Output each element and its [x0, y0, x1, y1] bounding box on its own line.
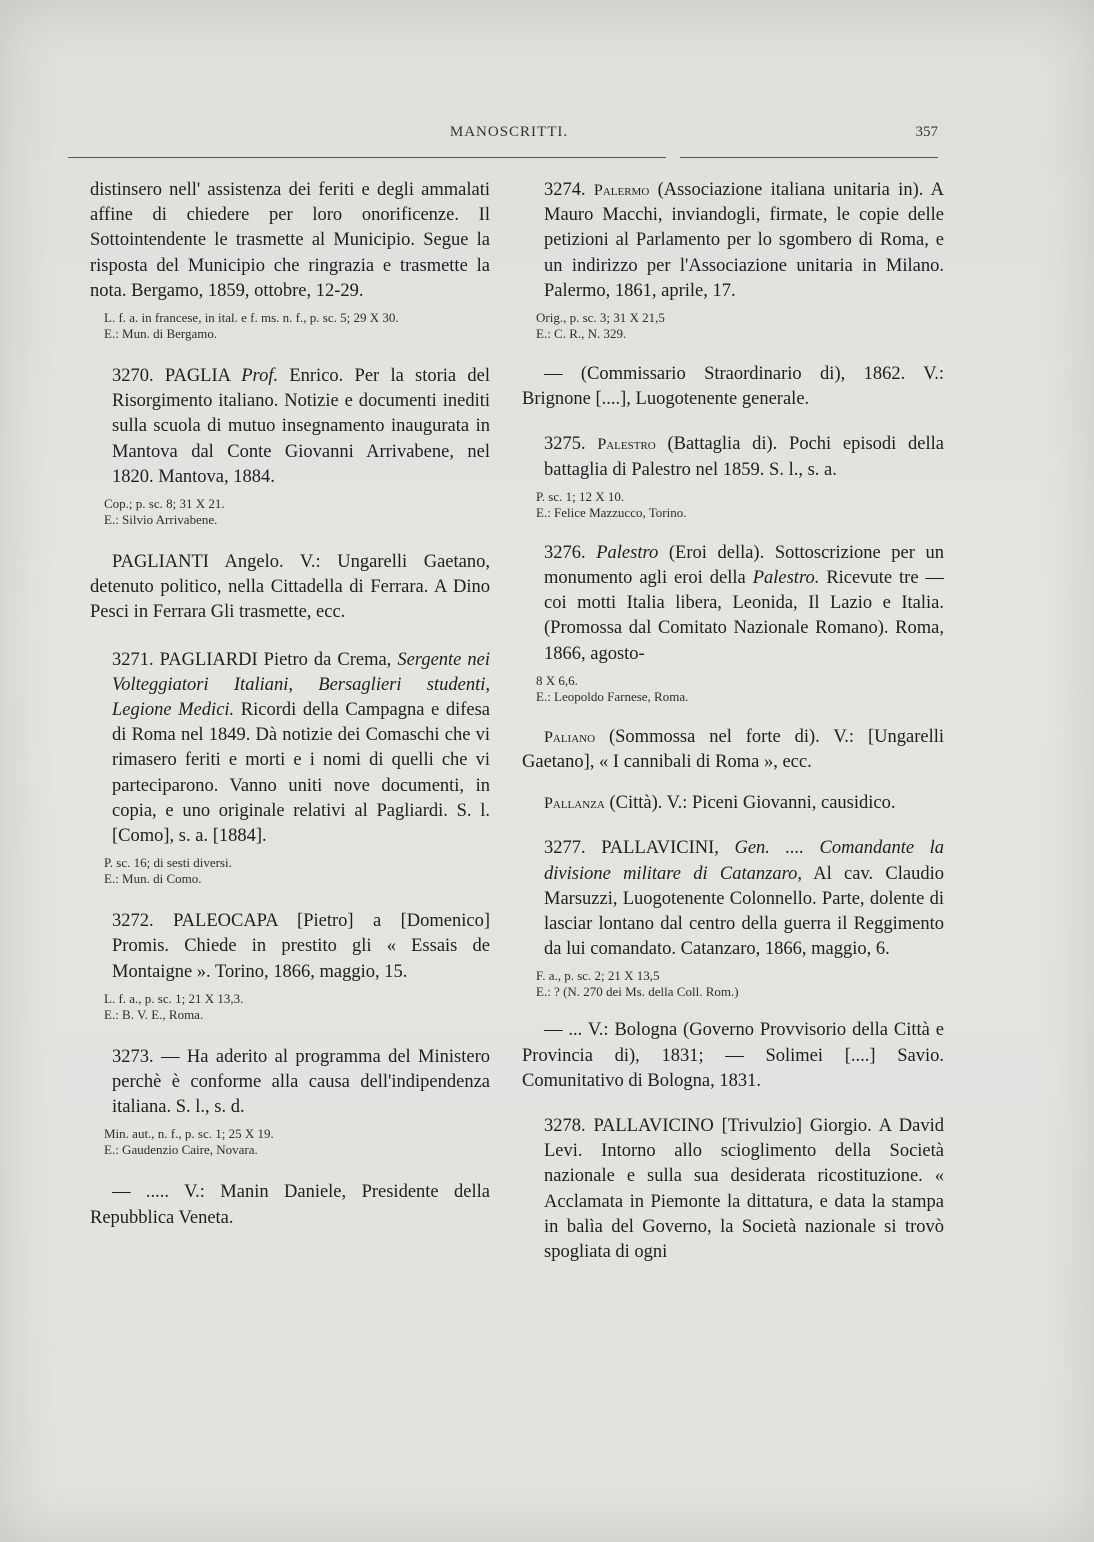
entry-3274	[522, 178, 944, 342]
entry-body	[522, 836, 944, 962]
entry-place: Paliano	[544, 728, 596, 746]
entry-text: Al cav. Claudio Marsuzzi, Luogotenente Colonnello. Parte, dolente di lasciar lontano dal centro della guerra il Reggimento da lui comandato. Catanzaro, 1866, maggio, 6.	[544, 863, 944, 960]
entry-number: 3277.	[544, 838, 586, 859]
entry-note-owner: E.: Mun. di Como.	[104, 871, 202, 887]
entry-note-owner: E.: Leopoldo Farnese, Roma.	[536, 688, 689, 704]
entry-text-b: Ricevute tre — coi motti Italia libera, Leonida, Il Lazio e Italia. (Promossa dal Comitato Nazionale Romano). Roma, 1866, agosto-	[544, 568, 945, 664]
entry-3277	[522, 836, 944, 1000]
entry-note-owner: E.: Mun. di Bergamo.	[104, 326, 218, 342]
entry-paliano	[522, 725, 944, 775]
entry-body	[522, 178, 944, 304]
entry-note	[536, 310, 944, 342]
entry-text: Enrico. Per la storia del Risorgimento italiano. Notizie e documenti inediti sulla scuola di mutuo insegnamento inaugurata in Mantova dal Conte Giovanni Arrivabene, nel 1820. Mantova, 1884.	[112, 366, 490, 487]
entry-name: PAGLIARDI Pietro da Crema,	[159, 649, 392, 670]
entry-italic-mid: Palestro.	[752, 568, 820, 589]
entry-bologna	[522, 1018, 944, 1094]
entry-text: Ricordi della Campagna e difesa di Roma nel 1849. Dà notizie dei Comaschi che vi rimasero feriti e morti e i nomi di quelli che vi parteciparono. Vanno uniti nove documenti, in copia, e uno originale relativi al Pagliardi. S. l. [Como], s. a. [1884].	[112, 700, 490, 847]
entry-role: Sergente nei Volteggiatori Italiani, Bersaglieri studenti, Legione Medici.	[112, 649, 491, 721]
entry-note	[104, 855, 490, 887]
entry-body	[90, 909, 490, 985]
entry-note	[536, 968, 944, 1000]
entry-note	[536, 489, 944, 521]
entry-text: — ... V.: Bologna (Governo Provvisorio della Città e Provincia di), 1831; — Solimei [....] Savio. Comunitativo di Bologna, 1831.	[522, 1020, 944, 1091]
entry-number: 3275.	[544, 434, 586, 455]
entry-body	[522, 541, 944, 667]
entry-note-owner: E.: Gaudenzio Caire, Novara.	[104, 1142, 258, 1158]
entry-note-physical: Min. aut., n. f., p. sc. 1; 25 X 19.	[104, 1126, 274, 1142]
entry-3276	[522, 541, 944, 705]
entry-note-physical: L. f. a. in francese, in ital. e f. ms. n. f., p. sc. 5; 29 X 30.	[104, 310, 399, 326]
entry-note-physical: P. sc. 1; 12 X 10.	[536, 488, 625, 504]
entry-pallanza	[522, 791, 944, 816]
entry-note-physical: F. a., p. sc. 2; 21 X 13,5	[536, 968, 660, 984]
entry-text: — (Commissario Straordinario di), 1862. V.: Brignone [....], Luogotenente generale.	[522, 364, 944, 410]
entry-note-physical: Cop.; p. sc. 8; 31 X 21.	[104, 496, 225, 512]
running-title: MANOSCRITTI.	[449, 124, 569, 140]
page-number: 357	[915, 124, 938, 140]
entry-role: Gen. .... Comandante la divisione militare di Catanzaro,	[544, 838, 945, 884]
entry-note-physical: L. f. a., p. sc. 1; 21 X 13,3.	[104, 990, 244, 1006]
entry-body	[522, 432, 944, 482]
entry-title: Prof.	[241, 366, 279, 387]
entry-3270	[90, 364, 490, 528]
entry-note	[104, 310, 490, 342]
entry-note-owner: E.: Felice Mazzucco, Torino.	[536, 504, 687, 520]
entry-note-owner: E.: ? (N. 270 dei Ms. della Coll. Rom.)	[536, 984, 739, 1000]
entry-note-owner: E.: Silvio Arrivabene.	[104, 512, 218, 528]
entry-body	[90, 648, 490, 850]
entry-number: 3273.	[112, 1046, 154, 1067]
entry-number: 3274.	[544, 180, 586, 200]
entry-manin	[90, 1180, 490, 1230]
entry-note-owner: E.: C. R., N. 329.	[536, 326, 627, 342]
entry-text-a: (Eroi della). Sottoscrizione per un monumento agli eroi della	[544, 542, 944, 589]
entry-note-owner: E.: B. V. E., Roma.	[104, 1006, 204, 1022]
page-header	[80, 124, 938, 152]
entry-number: 3272.	[112, 911, 154, 932]
entry-text: (Città). V.: Piceni Giovanni, causidico.	[609, 793, 896, 814]
entry-note-physical: P. sc. 16; di sesti diversi.	[104, 855, 232, 871]
entry-number: 3270.	[112, 366, 154, 387]
entry-body	[90, 1045, 490, 1121]
entry-text: distinsero nell' assistenza dei feriti e degli ammalati affine di chiedere per loro onorificenze. Il Sottointendente le trasmette al Municipio. Segue la risposta del Municipio che ringrazia e trasmette la nota. Bergamo, 1859, ottobre, 12-29.	[90, 180, 490, 301]
entry-body	[522, 725, 944, 775]
entry-3272	[90, 909, 490, 1023]
entry-text: (Battaglia di). Pochi episodi della battaglia di Palestro nel 1859. S. l., s. a.	[544, 434, 944, 480]
entry-text: — Ha aderito al programma del Ministero perchè è conforme alla causa dell'indipendenza italiana. S. l., s. d.	[112, 1046, 491, 1118]
entry-note	[536, 673, 944, 705]
header-rule-left	[68, 157, 666, 158]
entry-name: PAGLIA	[164, 366, 230, 387]
entry-3273	[90, 1045, 490, 1159]
entry-3271	[90, 648, 490, 888]
entry-note-physical: Orig., p. sc. 3; 31 X 21,5	[536, 310, 665, 326]
entry-place: Palestro	[597, 436, 656, 454]
entry-number: 3271.	[112, 649, 154, 670]
entry-name: PALLAVICINI,	[601, 838, 719, 859]
entry-place: Pallanza	[544, 795, 605, 813]
entry-3278	[522, 1114, 944, 1265]
entry-note	[104, 496, 490, 528]
entry-note	[104, 991, 490, 1023]
entry-note	[104, 1126, 490, 1158]
entry-body	[522, 1114, 944, 1265]
entry-body	[90, 364, 490, 490]
entry-continuation	[90, 178, 490, 342]
entry-body	[522, 791, 944, 816]
entry-3275	[522, 432, 944, 520]
left-column	[90, 178, 490, 1247]
entry-text: PALLAVICINO [Trivulzio] Giorgio. A David Levi. Intorno allo scioglimento della Società nazionale e sulla sua desiderata ricostituzione. « Acclamata in Piemonte la dittatura, e data la stampa in balìa del Governo, la Società nazionale si trovò spogliata di ogni	[544, 1116, 944, 1263]
entry-commissario	[522, 362, 944, 412]
entry-note-physical: 8 X 6,6.	[536, 672, 578, 688]
entry-number: 3276.	[544, 542, 586, 563]
entry-paglianti	[90, 550, 490, 626]
entry-text: (Associazione italiana unitaria in). A Mauro Macchi, inviandogli, firmate, le copie delle petizioni al Parlamento per lo sgombero di Roma, e un indirizzo per l'Associazione unitaria in Milano. Palermo, 1861, aprile, 17.	[544, 180, 944, 301]
entry-number: 3278.	[544, 1116, 586, 1137]
entry-text: (Sommossa nel forte di). V.: [Ungarelli Gaetano], « I cannibali di Roma », ecc.	[522, 726, 945, 773]
header-rule-right	[680, 157, 938, 158]
entry-text: PAGLIANTI Angelo. V.: Ungarelli Gaetano, detenuto politico, nella Cittadella di Ferrara. A Dino Pesci in Ferrara Gli trasmette, ecc.	[90, 552, 490, 623]
entry-text: PALEOCAPA [Pietro] a [Domenico] Promis. Chiede in prestito gli « Essais de Montaigne ». Torino, 1866, maggio, 15.	[112, 911, 490, 982]
entry-italic-lead: Palestro	[596, 542, 659, 563]
entry-place: Palermo	[593, 182, 650, 199]
right-column	[522, 178, 944, 1281]
entry-text: — ..... V.: Manin Daniele, Presidente della Repubblica Veneta.	[90, 1182, 490, 1228]
